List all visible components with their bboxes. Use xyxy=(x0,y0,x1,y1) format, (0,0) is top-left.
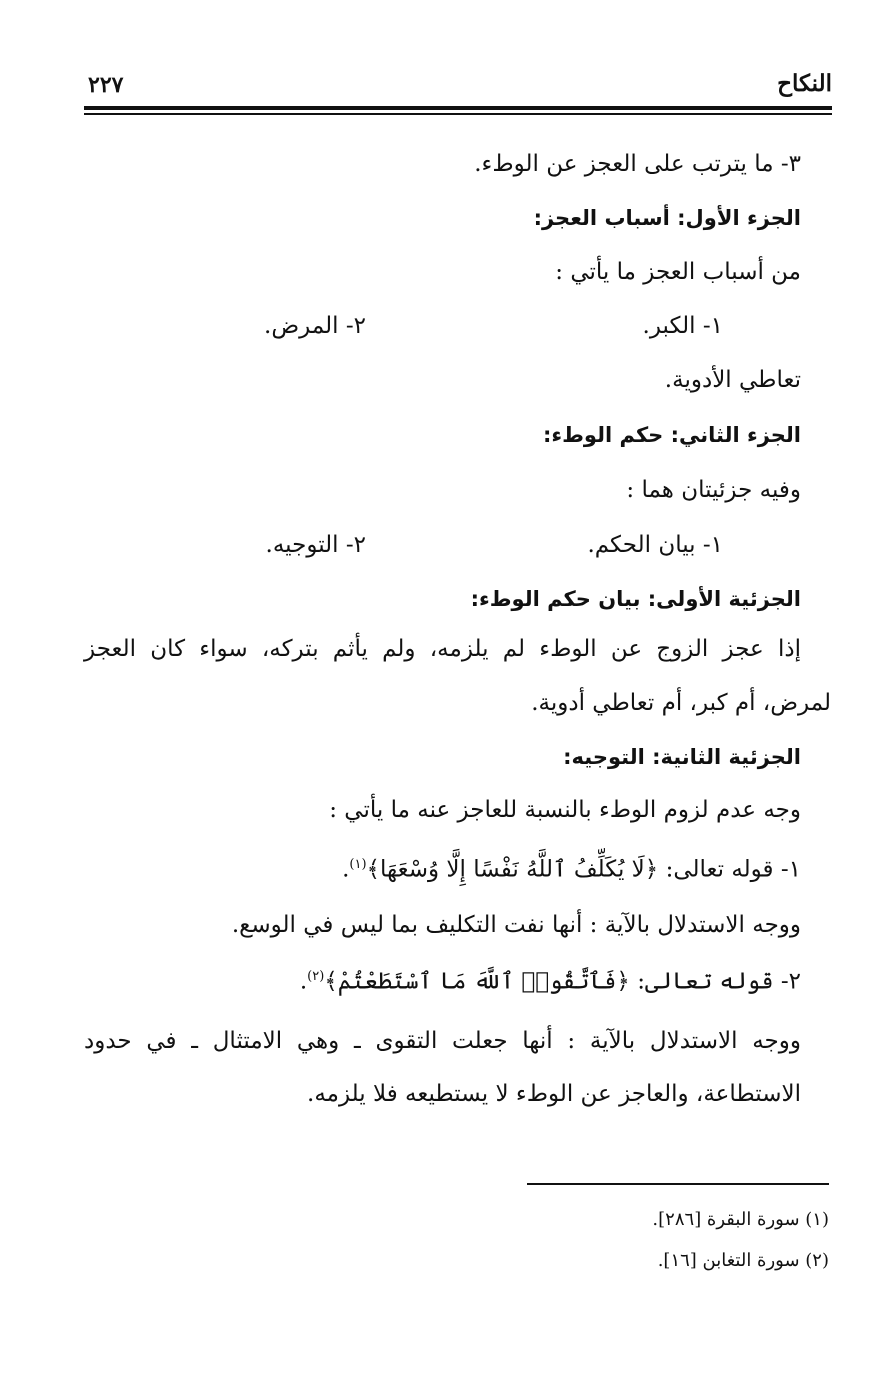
footnote-separator xyxy=(527,1183,829,1185)
footnote-ref: (١) xyxy=(349,857,367,872)
paragraph-line: ٣- ما يترتب على العجز عن الوطء. xyxy=(474,151,801,177)
evidence-line xyxy=(300,960,801,999)
paragraph-line: من أسباب العجز ما يأتي : xyxy=(555,259,801,285)
paragraph-line: إذا عجز الزوج عن الوطء لم يلزمه، ولم يأثم بتركه، سواء كان العجز xyxy=(84,636,801,662)
section-heading: الجزئية الأولى: بيان حكم الوطء: xyxy=(470,587,801,611)
header-rule-thin xyxy=(84,113,832,115)
paragraph-line: تعاطي الأدوية. xyxy=(664,367,801,393)
footnote-ref: (٢) xyxy=(307,969,325,984)
list-item: ١- بيان الحكم. xyxy=(587,532,723,558)
paragraph-line: ووجه الاستدلال بالآية : أنها نفت التكليف بما ليس في الوسع. xyxy=(231,912,801,938)
end-mark: . xyxy=(299,968,308,995)
page-header xyxy=(84,70,832,102)
paragraph-line: وجه عدم لزوم الوطء بالنسبة للعاجز عنه ما يأتي : xyxy=(329,797,801,823)
list-item: ١- الكبر. xyxy=(642,313,723,339)
quran-verse: ﴿لَا يُكَلِّفُ ٱللَّهُ نَفْسًا إِلَّا وُسْعَهَا﴾ xyxy=(366,856,659,883)
chapter-title: النكاح xyxy=(777,70,832,97)
section-heading: الجزء الثاني: حكم الوطء: xyxy=(542,423,801,447)
end-mark: . xyxy=(342,856,350,883)
paragraph-line: لمرض، أم كبر، أم تعاطي أدوية. xyxy=(531,690,831,716)
quran-verse: ﴿فَٱتَّقُوا۟ ٱللَّهَ مَا ٱسْتَطَعْتُمْ﴾ xyxy=(324,968,630,995)
page-number: ٢٢٧ xyxy=(88,72,124,98)
list-item: ٢- المرض. xyxy=(264,313,366,339)
evidence-prefix: ٢- قوله تعالى: xyxy=(637,968,801,995)
footnote: (١) سورة البقرة [٢٨٦]. xyxy=(652,1209,829,1230)
paragraph-line: وفيه جزئيتان هما : xyxy=(626,477,801,503)
evidence-line xyxy=(342,848,801,887)
paragraph-line: الاستطاعة، والعاجز عن الوطء لا يستطيعه فلا يلزمه. xyxy=(307,1081,801,1107)
footnote: (٢) سورة التغابن [١٦]. xyxy=(657,1250,829,1271)
section-heading: الجزئية الثانية: التوجيه: xyxy=(563,745,801,769)
paragraph-line: ووجه الاستدلال بالآية : أنها جعلت التقوى ـ وهي الامتثال ـ في حدود xyxy=(84,1028,801,1054)
header-rule-thick xyxy=(84,106,832,110)
evidence-prefix: ١- قوله تعالى: xyxy=(665,856,801,883)
list-item: ٢- التوجيه. xyxy=(265,532,366,558)
section-heading: الجزء الأول: أسباب العجز: xyxy=(533,206,801,230)
